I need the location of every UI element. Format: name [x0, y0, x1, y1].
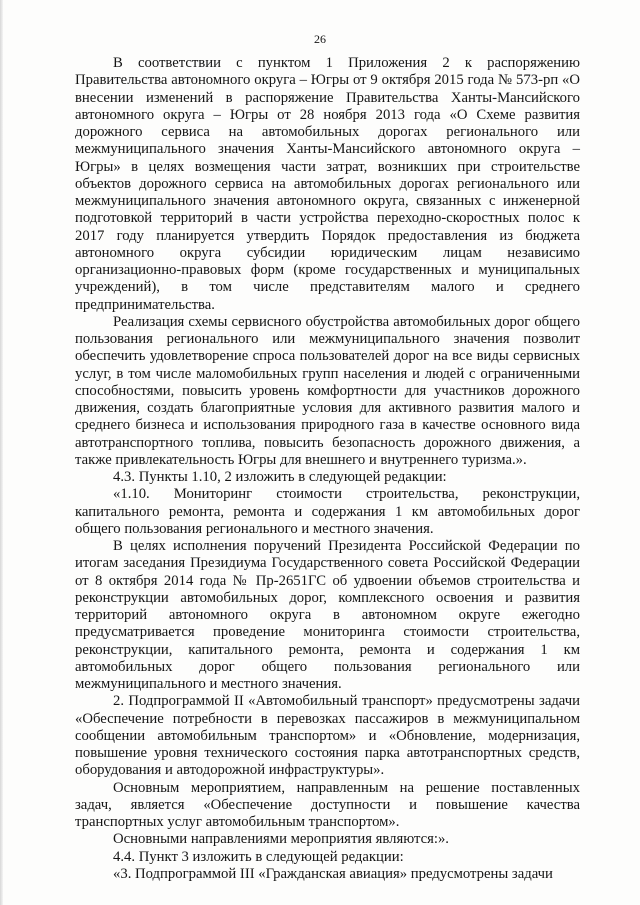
paragraph: «3. Подпрограммой III «Гражданская авиация» предусмотрены задачи	[113, 865, 553, 882]
paragraph: В соответствии с пунктом 1 Приложения 2 к распоряжению Правительства автономного округа – Югры от 9 октября 2015 года № 573-рп «О внесении изменений в распоряжение Правительства Ханты-Мансийского автономного округа – Югры от 28 ноября 2013 года «О Схеме развития дорожного сервиса на автомобильных дорогах регионального или межмуниципального значения Ханты-Мансийского автономного округа – Югры» в целях возмещения части затрат, возникших при строительстве объектов дорожного сервиса на автомобильных дорогах регионального или межмуниципального значения автономного округа, связанных с инженерной подготовкой территорий в части устройства переходно-скоростных полос к 2017 году планируется утвердить Порядок предоставления из бюджета автономного округа субсидии юридическим лицам независимо организационно-правовых форм (кроме государственных и муниципальных учреждений), в том числе представителям малого и среднего предпринимательства.	[75, 55, 580, 313]
paragraph: Основным мероприятием, направленным на решение поставленных задач, является «Обеспечение доступности и повышение качества транспортных услуг автомобильным транспортом».	[75, 779, 580, 830]
paragraph: Основными направлениями мероприятия являются:».	[113, 831, 449, 848]
paragraph: 2. Подпрограммой II «Автомобильный транспорт» предусмотрены задачи «Обеспечение потребности в перевозках пассажиров в межмуниципальном сообщении автомобильным транспортом» и «Обновление, модернизация, повышение уровня технического состояния парка автотранспортных средств, оборудования и автодорожной инфраструктуры».	[75, 693, 580, 779]
body-text	[75, 55, 580, 883]
paragraph: 4.4. Пункт 3 изложить в следующей редакции:	[113, 848, 404, 865]
paragraph: 4.3. Пункты 1.10, 2 изложить в следующей редакции:	[113, 469, 447, 485]
page-number: 26	[314, 32, 326, 46]
paragraph: «1.10. Мониторинг стоимости строительства, реконструкции, капитального ремонта, ремонта и содержания 1 км автомобильных дорог общего пользования регионального и местного значения.	[75, 486, 580, 537]
paragraph: Реализация схемы сервисного обустройства автомобильных дорог общего пользования регионального или межмуниципального значения позволит обеспечить удовлетворение спроса пользователей дорог на все виды сервисных услуг, в том числе маломобильных групп населения и людей с ограниченными способностями, повысить уровень комфортности для участников дорожного движения, создать благоприятные условия для активного развития малого и среднего бизнеса и использования природного газа в качестве основного вида автотранспортного топлива, повысить безопасность дорожного движения, а также привлекательность Югры для внешнего и внутреннего туризма.».	[75, 313, 580, 468]
paragraph: В целях исполнения поручений Президента Российской Федерации по итогам заседания Президиума Государственного совета Российской Федерации от 8 октября 2014 года № Пр-2651ГС об удвоении объемов строительства и реконструкции автомобильных дорог, комплексного освоения и развития территорий автономного округа в автономном округе ежегодно предусматривается проведение мониторинга стоимости строительства, реконструкции, капитального ремонта, ремонта и содержания 1 км автомобильных дорог общего пользования регионального или межмуниципального и местного значения.	[75, 538, 580, 692]
scan-edge	[0, 0, 3, 905]
